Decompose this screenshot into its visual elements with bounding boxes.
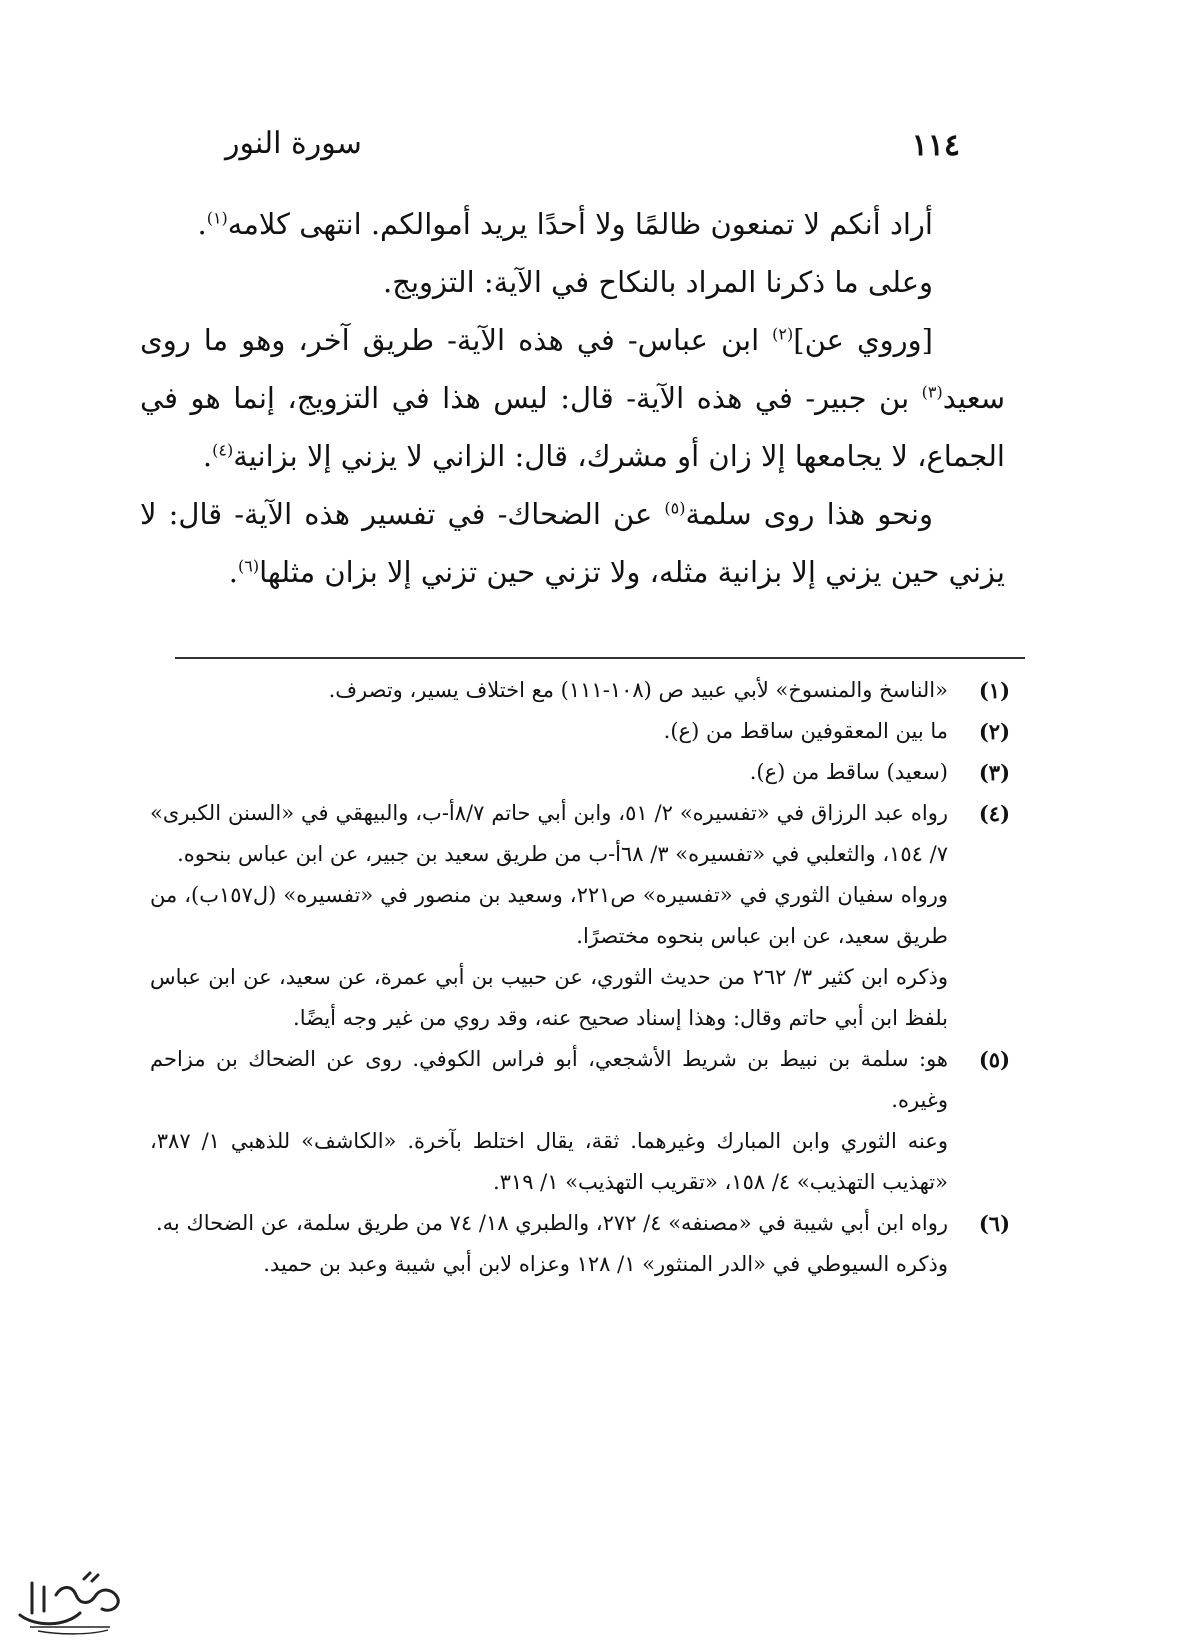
footnote-body bbox=[150, 711, 948, 752]
paragraph-end: . bbox=[228, 555, 238, 589]
paragraph-text: أراد أنكم لا تمنعون ظالمًا ولا أحدًا يريد أموالكم. انتهى كلامه bbox=[227, 207, 933, 241]
footnote-number: (٣) bbox=[978, 760, 1010, 785]
paragraph-3 bbox=[140, 311, 1005, 485]
paragraph-end: . bbox=[202, 439, 213, 473]
page-number: ١١٤ bbox=[911, 128, 960, 163]
paragraph-end: . bbox=[197, 207, 207, 241]
footnote-number: (٥) bbox=[978, 1047, 1010, 1072]
footnote-number: (١) bbox=[978, 678, 1010, 703]
footnote-text: (سعيد) ساقط من (ع). bbox=[749, 760, 948, 784]
footnote-6 bbox=[150, 1203, 1010, 1285]
footnote-ref: (٣) bbox=[921, 382, 943, 402]
footnote-number: (٢) bbox=[978, 719, 1010, 744]
calligraphy-logo-icon bbox=[10, 1565, 130, 1637]
footnote-5 bbox=[150, 1039, 1010, 1203]
paragraph-text: ابن عباس- في هذه الآية- طريق آخر، وهو ما روى سعيد bbox=[140, 323, 1005, 415]
footnote-text: وذكره ابن كثير ٣/ ٢٦٢ من حديث الثوري، عن حبيب بن أبي عمرة، عن سعيد، عن ابن عباس بلفظ ابن أبي حاتم وقال: وهذا إسناد صحيح عنه، وقد روي من غير وجه أيضًا. bbox=[150, 965, 948, 1030]
footnote-text: رواه ابن أبي شيبة في «مصنفه» ٤/ ٢٧٢، والطبري ١٨/ ٧٤ من طريق سلمة، عن الضحاك به. bbox=[155, 1211, 948, 1235]
main-text bbox=[140, 195, 1005, 601]
footnote-text: ورواه سفيان الثوري في «تفسيره» ص٢٢١، وسعيد بن منصور في «تفسيره» (ل١٥٧ب)، من طريق سعيد، عن ابن عباس بنحوه مختصرًا. bbox=[150, 883, 948, 948]
footnote-text: رواه عبد الرزاق في «تفسيره» ٢/ ٥١، وابن أبي حاتم ٨/٧أ-ب، والبيهقي في «السنن الكبرى» ٧/ ١٥٤، والثعلبي في «تفسيره» ٣/ ٦٨أ-ب من طريق سعيد بن جبير، عن ابن عباس بنحوه. bbox=[150, 801, 948, 866]
footnote-divider bbox=[175, 657, 1025, 659]
paragraph-text: عن الضحاك- في تفسير هذه الآية- قال: لا يزني حين يزني إلا بزانية مثله، ولا تزني حين تزني إلا بزان مثلها bbox=[140, 497, 1005, 589]
footnote-body bbox=[150, 752, 948, 793]
footnote-text: ما بين المعقوفين ساقط من (ع). bbox=[663, 719, 948, 743]
bracket-text: [وروي عن] bbox=[793, 323, 933, 357]
footnote-text: «الناسخ والمنسوخ» لأبي عبيد ص (١٠٨-١١١) مع اختلاف يسير، وتصرف. bbox=[328, 678, 948, 702]
footnote-body bbox=[150, 670, 948, 711]
paragraph-4 bbox=[140, 485, 1005, 601]
footnote-1 bbox=[150, 670, 1010, 711]
paragraph-2: وعلى ما ذكرنا المراد بالنكاح في الآية: التزويج. bbox=[383, 265, 933, 299]
footnote-ref: (١) bbox=[206, 208, 228, 228]
footnote-body bbox=[150, 1203, 948, 1285]
footnote-4 bbox=[150, 793, 1010, 1039]
footnote-text: هو: سلمة بن نبيط بن شريط الأشجعي، أبو فراس الكوفي. روى عن الضحاك بن مزاحم وغيره. bbox=[150, 1047, 948, 1112]
footnote-body bbox=[150, 1039, 948, 1203]
paragraph-1 bbox=[140, 195, 1005, 253]
footnote-text: وذكره السيوطي في «الدر المنثور» ١/ ١٢٨ وعزاه لابن أبي شيبة وعبد بن حميد. bbox=[263, 1252, 948, 1276]
footnote-text: وعنه الثوري وابن المبارك وغيرهما. ثقة، يقال اختلط بآخرة. «الكاشف» للذهبي ١/ ٣٨٧، «تهذيب التهذيب» ٤/ ١٥٨، «تقريب التهذيب» ١/ ٣١٩. bbox=[150, 1129, 948, 1194]
page-header bbox=[150, 118, 980, 168]
footnote-ref: (٢) bbox=[772, 324, 794, 344]
footnote-ref: (٦) bbox=[237, 556, 260, 576]
footnotes bbox=[150, 670, 1010, 1285]
footnote-number: (٤) bbox=[978, 801, 1010, 826]
footnote-body bbox=[150, 793, 948, 1039]
footnote-ref: (٤) bbox=[212, 440, 234, 460]
paragraph-text: بن جبير- في هذه الآية- قال: ليس هذا في التزويج، إنما هو في الجماع، لا يجامعها إلا زان أو مشرك، قال: الزاني لا يزني إلا بزانية bbox=[140, 381, 1005, 473]
footnote-number: (٦) bbox=[978, 1211, 1010, 1236]
footnote-2 bbox=[150, 711, 1010, 752]
surah-title: سورة النور bbox=[225, 126, 362, 161]
footnote-3 bbox=[150, 752, 1010, 793]
footnote-ref: (٥) bbox=[664, 498, 686, 518]
paragraph-text: ونحو هذا روى سلمة bbox=[685, 497, 933, 531]
